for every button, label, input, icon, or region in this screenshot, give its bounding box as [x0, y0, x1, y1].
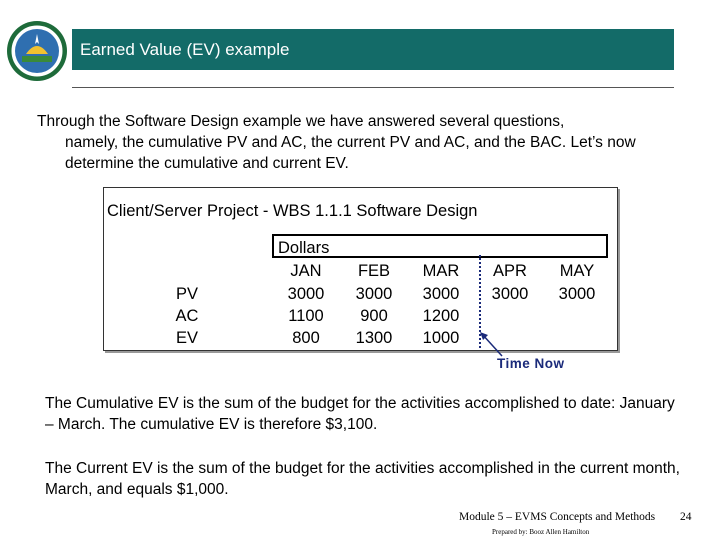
doe-seal-icon: [6, 20, 68, 82]
table-cell: 3000: [558, 285, 596, 303]
footer-module: Module 5 – EVMS Concepts and Methods: [459, 511, 656, 523]
table-cell: 1300: [355, 329, 393, 347]
table-cell: 900: [360, 307, 388, 325]
intro-line-rest: namely, the cumulative PV and AC, the current PV and AC, and the BAC. Let’s now determine the cumulative and current EV.: [65, 134, 636, 172]
month-header: APR: [493, 262, 527, 280]
table-cell: 1100: [288, 307, 324, 325]
current-ev-paragraph: The Current EV is the sum of the budget for the activities accomplished in the current month, March, and equals $1,000.: [45, 460, 680, 498]
month-header: MAY: [559, 262, 595, 280]
units-label: Dollars: [278, 239, 330, 257]
row-label-pv: PV: [175, 285, 198, 303]
units-header: [272, 234, 608, 258]
month-header: JAN: [290, 262, 322, 280]
intro-paragraph: [37, 111, 687, 174]
table-cell: 3000: [287, 285, 325, 303]
month-header: FEB: [357, 262, 391, 280]
row-label-ev: EV: [175, 329, 198, 347]
page-number: 24: [680, 511, 692, 523]
time-now-label: Time Now: [497, 356, 565, 371]
table-cell: 3000: [355, 285, 393, 303]
title-divider: [72, 87, 674, 88]
software-design-table: [103, 187, 618, 351]
slide-title-bar: [72, 29, 674, 70]
table-cell: 1200: [422, 307, 460, 325]
row-label-ac: AC: [175, 307, 199, 325]
table-title: Client/Server Project - WBS 1.1.1 Software Design: [107, 202, 478, 220]
table-cell: 3000: [491, 285, 529, 303]
cumulative-ev-paragraph: The Cumulative EV is the sum of the budget for the activities accomplished to date: January – March. The cumulative EV is therefore $3,100.: [45, 395, 675, 433]
month-header: MAR: [422, 262, 460, 280]
table-cell: 1000: [422, 329, 460, 347]
table-cell: 800: [292, 329, 320, 347]
slide-title: Earned Value (EV) example: [80, 40, 290, 59]
table-cell: 3000: [422, 285, 460, 303]
intro-line-1: Through the Software Design example we have answered several questions,: [37, 113, 565, 130]
footer-prepared-by: Prepared by: Booz Allen Hamilton: [492, 528, 590, 536]
